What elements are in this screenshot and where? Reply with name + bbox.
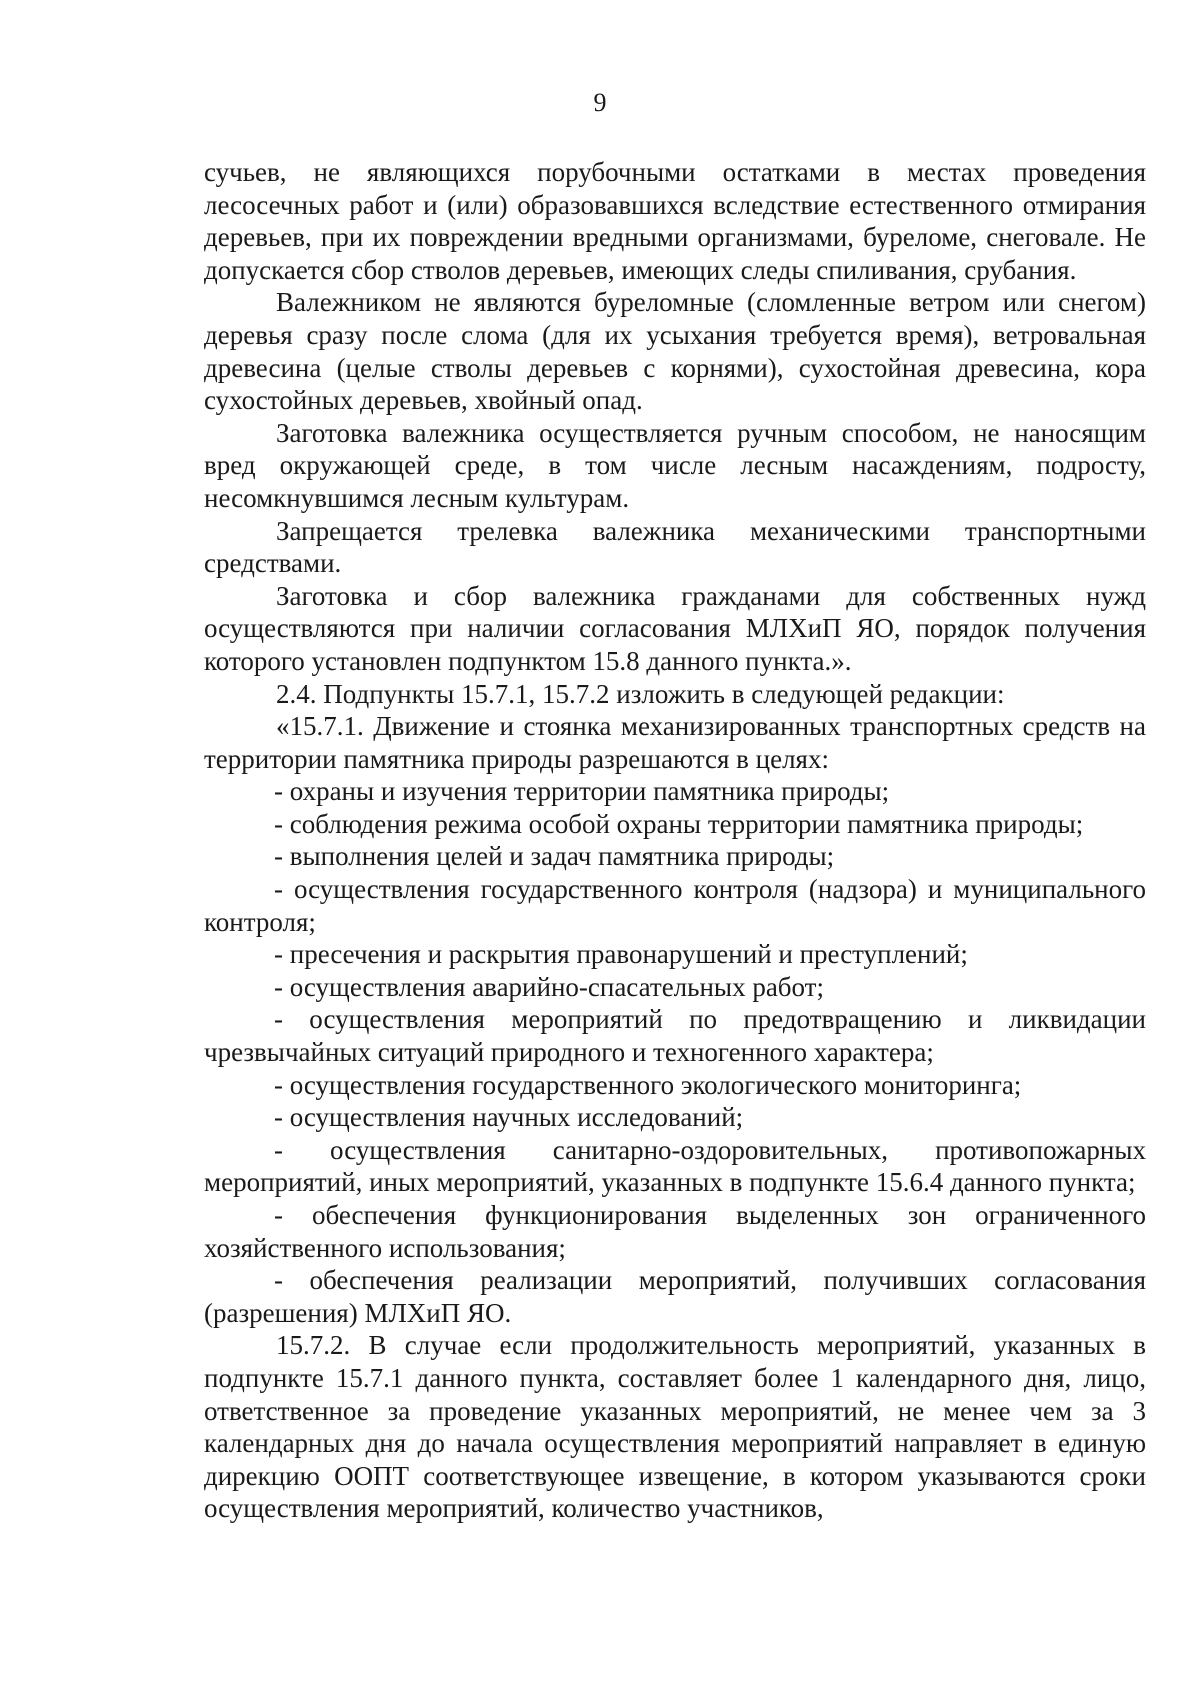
paragraph-skidding-ban: Запрещается трелевка валежника механическими транспортными средствами. [204, 515, 1146, 579]
paragraph-harvesting-method: Заготовка валежника осуществляется ручным способом, не наносящим вред окружающей среде, в том числе лесным насаждениям, подросту, несомкнувшимся лесным культурам. [204, 417, 1146, 513]
list-item: - осуществления санитарно-оздоровительных, противопожарных мероприятий, иных мероприятий, указанных в подпункте 15.6.4 данного пункта; [204, 1134, 1146, 1198]
list-item: - осуществления мероприятий по предотвращению и ликвидации чрезвычайных ситуаций природного и техногенного характера; [204, 1004, 1146, 1068]
paragraph-continuation: сучьев, не являющихся порубочными остатками в местах проведения лесосечных работ и (или) образовавшихся вследствие естественного отмирания деревьев, при их повреждении вредными организмами, буреломе, снеговале. Не допускается сбор стволов деревьев, имеющих следы спиливания, срубания. [204, 157, 1146, 285]
list-item: - осуществления научных исследований; [274, 1102, 744, 1133]
paragraph-15-7-1: «15.7.1. Движение и стоянка механизированных транспортных средств на территории памятника природы разрешаются в целях: [204, 711, 1146, 774]
paragraph-approval: Заготовка и сбор валежника гражданами для собственных нужд осуществляются при наличии согласования МЛХиП ЯО, порядок получения которого установлен подпунктом 15.8 данного пункта.». [204, 580, 1146, 676]
list-item: - осуществления государственного экологического мониторинга; [274, 1069, 1022, 1100]
list-item: - осуществления государственного контроля (надзора) и муниципального контроля; [204, 874, 1146, 937]
list-item: - обеспечения реализации мероприятий, получивших согласования (разрешения) МЛХиП ЯО. [204, 1265, 1146, 1328]
list-item: - соблюдения режима особой охраны территории памятника природы; [274, 808, 1084, 839]
list-item: - пресечения и раскрытия правонарушений и преступлений; [274, 939, 968, 970]
list-item: - осуществления аварийно-спасательных работ; [274, 971, 824, 1002]
body-text [204, 156, 1146, 1525]
list-item: - выполнения целей и задач памятника природы; [274, 841, 835, 872]
page-number: 9 [593, 88, 607, 117]
paragraph-15-7-2: 15.7.2. В случае если продолжительность мероприятий, указанных в подпункте 15.7.1 данного пункта, составляет более 1 календарного дня, лицо, ответственное за проведение указанных мероприятий, не менее чем за 3 календарных дня до начала осуществления мероприятий направляет в единую дирекцию ООПТ соответствующее извещение, в котором указываются сроки осуществления мероприятий, количество участников, [204, 1330, 1146, 1524]
list-item: - охраны и изучения территории памятника природы; [274, 776, 890, 807]
paragraph-item-2-4: 2.4. Подпункты 15.7.1, 15.7.2 изложить в следующей редакции: [276, 678, 1005, 709]
paragraph-valezhnik-definition: Валежником не являются буреломные (сломленные ветром или снегом) деревья сразу после слома (для их усыхания требуется время), ветровальная древесина (целые стволы деревьев с корнями), сухостойная древесина, кора сухостойных деревьев, хвойный опад. [204, 287, 1146, 416]
list-item: - обеспечения функционирования выделенных зон ограниченного хозяйственного использования; [204, 1200, 1146, 1263]
